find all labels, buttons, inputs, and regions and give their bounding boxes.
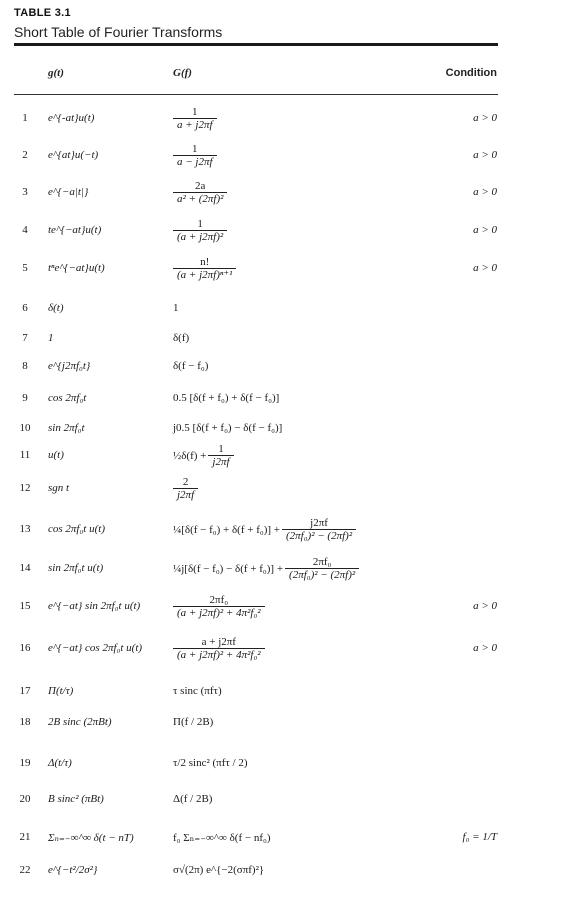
time-function: cos 2πf₀t xyxy=(48,392,87,404)
time-function: sgn t xyxy=(48,482,70,494)
fraction-numerator: 1 xyxy=(192,106,198,118)
time-function: δ(t) xyxy=(48,302,64,314)
transform-expression: τ/2 sinc² (πfτ / 2) xyxy=(173,757,248,769)
row-number: 10 xyxy=(19,422,31,434)
transform-expression: f₀ Σₙ₌₋∞^∞ δ(f − nf₀) xyxy=(173,832,271,844)
transform-expression xyxy=(173,556,359,581)
time-function: e^{−t²/2σ²} xyxy=(48,864,98,876)
condition: a > 0 xyxy=(473,149,497,161)
fraction xyxy=(173,180,227,205)
fraction xyxy=(173,106,217,131)
table-row xyxy=(0,476,574,501)
row-number: 6 xyxy=(22,302,28,314)
transform-expression: δ(f) xyxy=(173,332,190,344)
fraction-denominator: (2πf₀)² − (2πf)² xyxy=(285,568,359,581)
transform-expression xyxy=(173,476,198,501)
row-number: 12 xyxy=(19,482,31,494)
transform-expression: τ sinc (πfτ) xyxy=(173,685,222,697)
table-row xyxy=(0,862,574,882)
row-number: 15 xyxy=(19,600,31,612)
condition: a > 0 xyxy=(473,600,497,612)
time-function: Δ(t/τ) xyxy=(48,757,72,769)
transform-expression xyxy=(173,594,265,619)
column-header-condition: Condition xyxy=(445,67,497,79)
row-number: 19 xyxy=(19,757,31,769)
row-number: 3 xyxy=(22,186,28,198)
row-number: 17 xyxy=(19,685,31,697)
column-header-g: g(t) xyxy=(48,67,64,79)
fraction-denominator: (a + j2πf)² + 4π²f₀² xyxy=(173,606,265,619)
row-number: 1 xyxy=(22,112,28,124)
transform-expression xyxy=(173,256,236,281)
condition: a > 0 xyxy=(473,186,497,198)
condition: f₀ = 1/T xyxy=(462,831,497,843)
table-row xyxy=(0,390,574,410)
transform-expression xyxy=(173,517,356,542)
time-function: e^{j2πf₀t} xyxy=(48,360,91,372)
fraction-denominator: a + j2πf xyxy=(173,118,217,131)
fraction-numerator: 1 xyxy=(197,218,203,230)
fraction xyxy=(173,594,265,619)
table-title: Short Table of Fourier Transforms xyxy=(14,24,223,40)
fraction-denominator: (a + j2πf)ⁿ⁺¹ xyxy=(173,268,236,281)
transform-expression: Π(f / 2B) xyxy=(173,716,214,728)
time-function: 1 xyxy=(48,332,54,344)
table-row xyxy=(0,636,574,661)
row-number: 8 xyxy=(22,360,28,372)
transform-expression xyxy=(173,636,265,661)
row-number: 13 xyxy=(19,523,31,535)
transform-expression: 0.5 [δ(f + f₀) + δ(f − f₀)] xyxy=(173,392,280,404)
fraction xyxy=(285,556,359,581)
condition: a > 0 xyxy=(473,224,497,236)
fraction-numerator: n! xyxy=(200,256,210,268)
transform-expression: σ√(2π) e^{−2(σπf)²} xyxy=(173,864,265,876)
time-function: 2B sinc (2πBt) xyxy=(48,716,112,728)
table-row xyxy=(0,714,574,734)
transform-expression: j0.5 [δ(f + f₀) − δ(f − f₀)] xyxy=(173,422,283,434)
fraction-denominator: a² + (2πf)² xyxy=(173,192,227,205)
table-row xyxy=(0,180,574,205)
time-function: e^{-at}u(t) xyxy=(48,112,95,124)
transform-expression xyxy=(173,106,217,131)
fraction-denominator: (2πf₀)² − (2πf)² xyxy=(282,529,356,542)
table-row xyxy=(0,256,574,281)
time-function: e^{−at} sin 2πf₀t u(t) xyxy=(48,600,141,612)
table-label: TABLE 3.1 xyxy=(14,7,71,19)
row-number: 11 xyxy=(19,449,31,461)
time-function: u(t) xyxy=(48,449,64,461)
condition: a > 0 xyxy=(473,262,497,274)
column-header-G: G(f) xyxy=(173,67,192,79)
transform-expression: Δ(f / 2B) xyxy=(173,793,213,805)
fraction-denominator: j2πf xyxy=(173,488,198,501)
fraction-numerator: j2πf xyxy=(310,517,328,529)
fraction-numerator: 1 xyxy=(218,443,224,455)
time-function: te^{−at}u(t) xyxy=(48,224,102,236)
fraction-numerator: 2 xyxy=(182,476,189,488)
table-row xyxy=(0,300,574,320)
row-number: 2 xyxy=(22,149,28,161)
time-function: sin 2πf₀t u(t) xyxy=(48,562,104,574)
fraction xyxy=(208,443,233,468)
row-number: 4 xyxy=(22,224,28,236)
table-row xyxy=(0,143,574,168)
transform-prefix: ¼j[δ(f − f₀) − δ(f + f₀)] + xyxy=(173,562,284,575)
time-function: Π(t/τ) xyxy=(48,685,74,697)
row-number: 16 xyxy=(19,642,31,654)
row-number: 22 xyxy=(19,864,31,876)
row-number: 14 xyxy=(19,562,31,574)
fraction xyxy=(173,218,227,243)
time-function: cos 2πf₀t u(t) xyxy=(48,523,105,535)
row-number: 5 xyxy=(22,262,28,274)
table-row xyxy=(0,791,574,811)
table-row xyxy=(0,106,574,131)
table-row xyxy=(0,683,574,703)
top-rule xyxy=(14,43,498,46)
transform-expression xyxy=(173,218,227,243)
fraction xyxy=(282,517,356,542)
condition: a > 0 xyxy=(473,112,497,124)
row-number: 18 xyxy=(19,716,31,728)
condition: a > 0 xyxy=(473,642,497,654)
time-function: e^{−a|t|} xyxy=(48,186,89,198)
time-function: sin 2πf₀t xyxy=(48,422,85,434)
fraction-denominator: j2πf xyxy=(208,455,233,468)
time-function: B sinc² (πBt) xyxy=(48,793,104,805)
table-row xyxy=(0,358,574,378)
fraction xyxy=(173,636,265,661)
time-function: tⁿe^{−at}u(t) xyxy=(48,262,105,274)
fraction-numerator: 2πf₀ xyxy=(209,594,229,606)
fraction-numerator: 1 xyxy=(192,143,198,155)
table-row xyxy=(0,755,574,775)
transform-prefix: ½δ(f) + xyxy=(173,449,207,462)
transform-expression xyxy=(173,180,227,205)
transform-expression: 1 xyxy=(173,302,179,314)
transform-expression: δ(f − f₀) xyxy=(173,360,209,372)
header-rule xyxy=(14,94,498,95)
transform-expression xyxy=(173,143,217,168)
table-row xyxy=(0,517,574,542)
time-function: Σₙ₌₋∞^∞ δ(t − nT) xyxy=(48,832,134,844)
table-row xyxy=(0,594,574,619)
table-row xyxy=(0,829,574,849)
fraction xyxy=(173,143,217,168)
time-function: e^{at}u(−t) xyxy=(48,149,99,161)
fraction-denominator: (a + j2πf)² + 4π²f₀² xyxy=(173,648,265,661)
fraction xyxy=(173,256,236,281)
table-row xyxy=(0,330,574,350)
transform-expression xyxy=(173,443,234,468)
fraction-numerator: 2πf₀ xyxy=(312,556,332,568)
fraction-denominator: a − j2πf xyxy=(173,155,217,168)
transform-prefix: ¼[δ(f − f₀) + δ(f + f₀)] + xyxy=(173,523,280,536)
row-number: 7 xyxy=(22,332,28,344)
table-row xyxy=(0,218,574,243)
row-number: 20 xyxy=(19,793,31,805)
table-row xyxy=(0,556,574,581)
fraction-denominator: (a + j2πf)² xyxy=(173,230,227,243)
fraction-numerator: 2a xyxy=(195,180,206,192)
table-row xyxy=(0,443,574,468)
fraction xyxy=(173,476,198,501)
time-function: e^{−at} cos 2πf₀t u(t) xyxy=(48,642,143,654)
table-row xyxy=(0,420,574,440)
row-number: 9 xyxy=(22,392,28,404)
row-number: 21 xyxy=(19,831,31,843)
fraction-numerator: a + j2πf xyxy=(201,636,236,648)
